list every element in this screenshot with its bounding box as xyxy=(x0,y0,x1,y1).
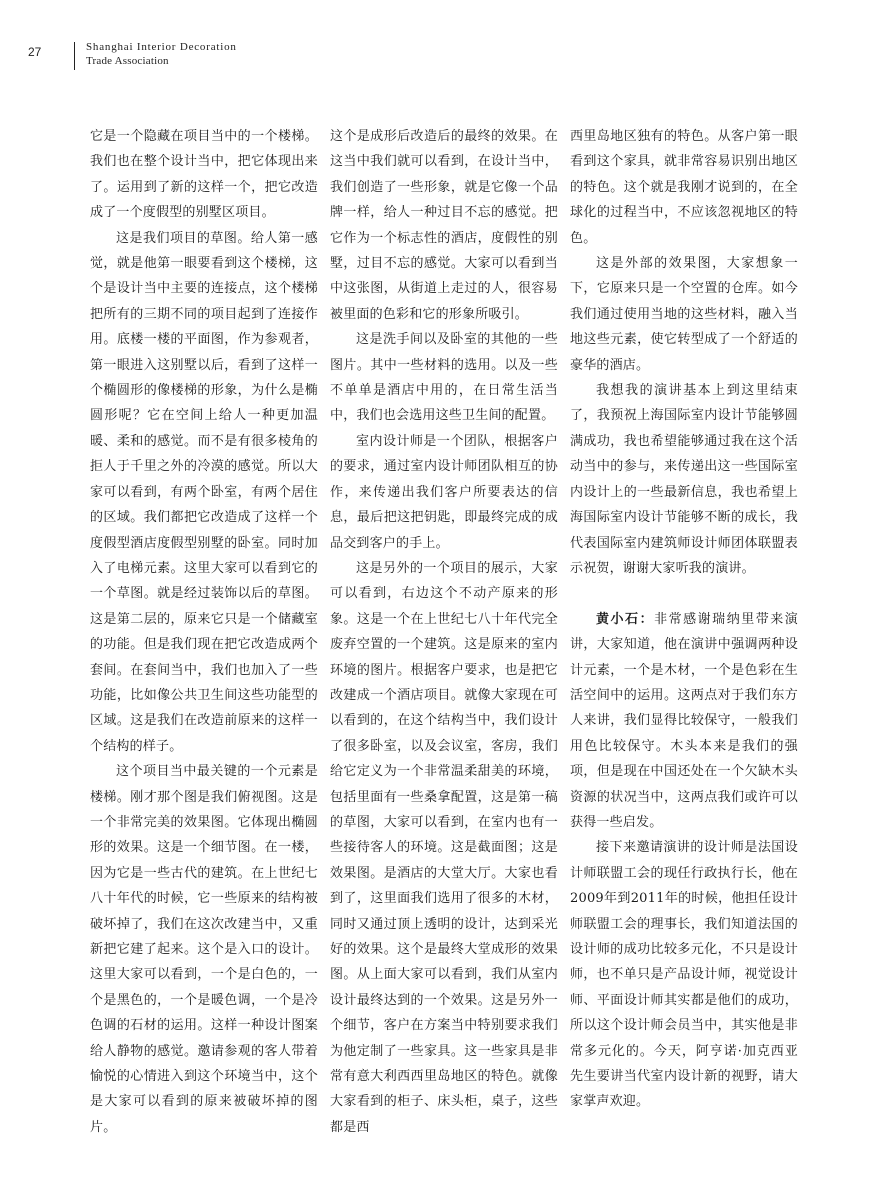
paragraph: 室内设计师是一个团队，根据客户的要求，通过室内设计师团队相互的协作，来传递出我们客户所要表达的信息，最后把这把钥匙，即最终完成的成品交到客户的手上。 xyxy=(330,433,558,551)
speaker-paragraph xyxy=(570,607,798,836)
paragraph: 这是洗手间以及卧室的其他的一些图片。其中一些材料的选用。以及一些不单单是酒店中用的，在日常生活当中，我们也会选用这些卫生间的配置。 xyxy=(330,332,558,424)
header-divider xyxy=(74,42,75,70)
association-name-line1: Shanghai Interior Decoration xyxy=(86,41,237,53)
column-1 xyxy=(90,124,318,1140)
page-number: 27 xyxy=(28,45,42,59)
speaker-name: 黄小石： xyxy=(596,611,655,627)
column-3 xyxy=(570,124,798,1115)
paragraph: 接下来邀请演讲的设计师是法国设计师联盟工会的现任行政执行长，他在2009年到2011年的时候，他担任设计师联盟工会的理事长，我们知道法国的设计师的成功比较多元化，不只是设计师，也不单只是产品设计师，视觉设计师、平面设计师其实都是他们的成功，所以这个设计师会员当中，其实他是非常多元化的。今天，阿亨诺·加克西亚先生要讲当代室内设计新的视野，请大家掌声欢迎。 xyxy=(570,840,798,1110)
paragraph: 这是外部的效果图，大家想象一下，它原来只是一个空置的仓库。如今我们通过使用当地的这些材料，融入当地这些元素，使它转型成了一个舒适的豪华的酒店。 xyxy=(570,256,798,373)
column-2 xyxy=(330,124,558,1140)
paragraph: 这个是成形后改造后的最终的效果。在这当中我们就可以看到，在设计当中，我们创造了一些形象，就是它像一个品牌一样，给人一种过目不忘的感觉。把它作为一个标志性的酒店，度假性的别墅，过目不忘的感觉。大家可以看到当中这张图，从街道上走过的人，很容易被里面的色彩和它的形象所吸引。 xyxy=(330,129,558,322)
paragraph: 西里岛地区独有的特色。从客户第一眼看到这个家具，就非常容易识别出地区的特色。这个就是我刚才说到的，在全球化的过程当中，不应该忽视地区的特色。 xyxy=(570,129,798,246)
association-name xyxy=(86,40,237,68)
speaker-remarks: 非常感谢瑞纳里带来演讲，大家知道，他在演讲中强调两种设计元素，一个是木材，一个是色彩在生活空间中的运用。这两点对于我们东方人来讲，我们显得比较保守，一般我们用色比较保守。木头本来是我们的强项，但是现在中国还处在一个欠缺木头资源的状况当中，这两点我们或许可以获得一些启发。 xyxy=(570,611,798,830)
paragraph: 这是另外的一个项目的展示，大家可以看到，右边这个不动产原来的形象。这是一个在上世纪七八十年代完全废弃空置的一个建筑。这是原来的室内环境的图片。根据客户要求，也是把它改建成一个酒店项目。就像大家现在可以看到的，在这个结构当中，我们设计了很多卧室，以及会议室，客房，我们给它定义为一个非常温柔甜美的环境，包括里面有一些桑拿配置，这是第一稿的草图，大家可以看到，在室内也有一些接待客人的环境。这是截面图；这是效果图。是酒店的大堂大厅。大家也看到了，这里面我们选用了很多的木材，同时又通过顶上透明的设计，达到采光好的效果。这个是最终大堂成形的效果图。从上面大家可以看到，我们从室内设计最终达到的一个效果。这是另外一个细节，客户在方案当中特别要求我们为他定制了一些家具。这一些家具是非常有意大利西西里岛地区的特色。就像大家看到的柜子、床头柜，桌子，这些都是西 xyxy=(330,560,558,1135)
paragraph: 这是我们项目的草图。给人第一感觉，就是他第一眼要看到这个楼梯，这个是设计当中主要的连接点，这个楼梯把所有的三期不同的项目起到了连接作用。底楼一楼的平面图，作为参观者，第一眼进入这别墅以后，看到了这样一个椭圆形的像楼梯的形象，为什么是椭圆形呢？它在空间上给人一种更加温暖、柔和的感觉。而不是有很多棱角的拒人于千里之外的冷漠的感觉。所以大家可以看到，有两个卧室，有两个居住的区域。我们都把它改造成了这样一个度假型酒店度假型别墅的卧室。同时加入了电梯元素。这里大家可以看到它的一个草图。就是经过装饰以后的草图。这是第二层的，原来它只是一个储藏室的功能。但是我们现在把它改造成两个套间。在套间当中，我们也加入了一些功能，比如像公共卫生间这些功能型的区域。这是我们在改造前原来的这样一个结构的样子。 xyxy=(90,230,318,754)
association-name-line2: Trade Association xyxy=(86,55,169,67)
paragraph: 这个项目当中最关键的一个元素是楼梯。刚才那个图是我们俯视图。这是一个非常完美的效果图。它体现出椭圆形的效果。这是一个细节图。在一楼，因为它是一些古代的建筑。在上世纪七八十年代的时候，它一些原来的结构被破坏掉了，我们在这次改建当中，又重新把它建了起来。这个是入口的设计。这里大家可以看到，一个是白色的，一个是黑色的，一个是暖色调，一个是冷色调的石材的运用。这样一种设计图案给人静物的感觉。邀请参观的客人带着愉悦的心情进入到这个环境当中，这个是大家可以看到的原来被破坏掉的图片。 xyxy=(90,764,318,1135)
paragraph: 我想我的演讲基本上到这里结束了，我预祝上海国际室内设计节能够圆满成功，我也希望能够通过我在这个活动当中的参与，来传递出这一些国际室内设计上的一些最新信息，我也希望上海国际室内设计节能够不断的成长，我代表国际室内建筑师设计师团体联盟表示祝贺，谢谢大家听我的演讲。 xyxy=(570,383,798,576)
paragraph: 它是一个隐藏在项目当中的一个楼梯。我们也在整个设计当中，把它体现出来了。运用到了新的这样一个，把它改造成了一个度假型的别墅区项目。 xyxy=(90,129,318,221)
